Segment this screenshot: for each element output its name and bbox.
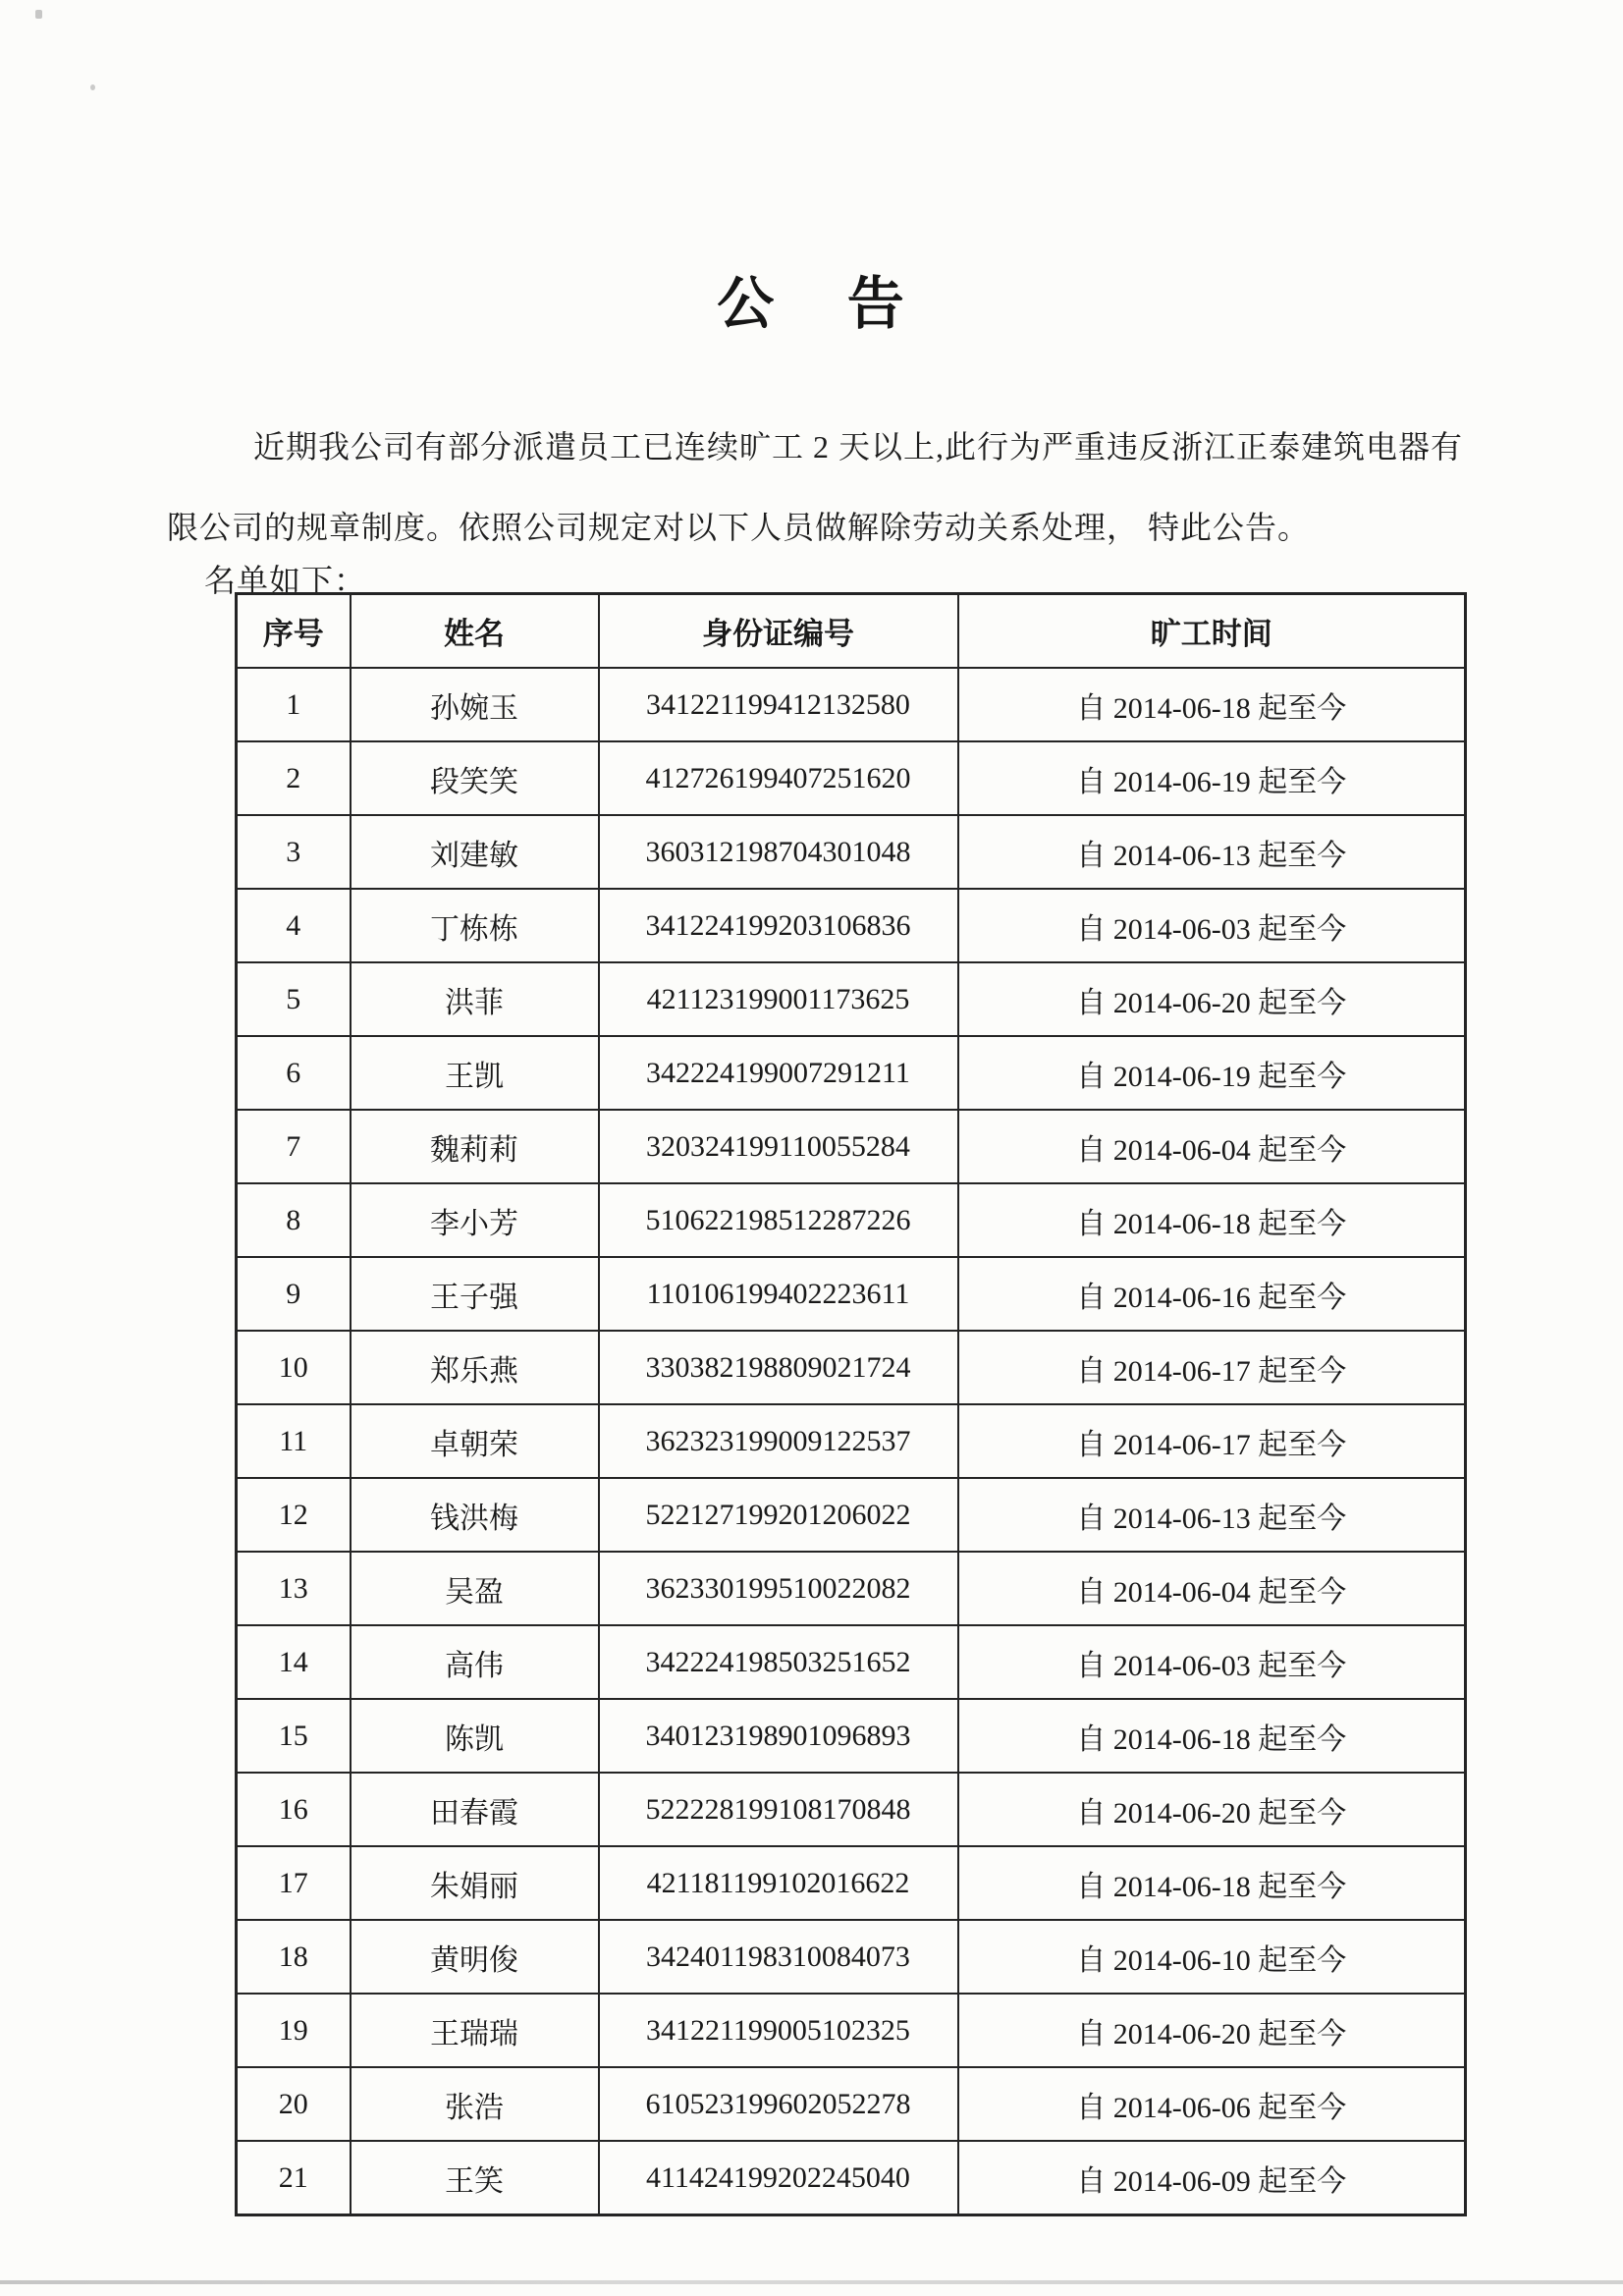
row-index-cell: 14	[237, 1625, 351, 1699]
row-index-cell: 9	[237, 1257, 351, 1331]
name-cell: 段笑笑	[351, 741, 599, 815]
name-cell: 朱娟丽	[351, 1846, 599, 1920]
row-index-cell: 1	[237, 668, 351, 741]
name-cell: 洪菲	[351, 962, 599, 1036]
id-number-cell: 341221199412132580	[599, 668, 958, 741]
name-cell: 张浩	[351, 2067, 599, 2141]
table-row	[237, 1183, 1466, 1257]
row-index-cell: 19	[237, 1994, 351, 2067]
table-row	[237, 815, 1466, 889]
dismissal-notice-table	[235, 592, 1467, 2216]
absence-period-cell: 自 2014-06-16 起至今	[958, 1257, 1466, 1331]
name-cell: 钱洪梅	[351, 1478, 599, 1552]
id-number-cell: 342401198310084073	[599, 1920, 958, 1994]
absence-period-cell: 自 2014-06-20 起至今	[958, 1773, 1466, 1846]
row-index-cell: 18	[237, 1920, 351, 1994]
id-number-cell: 342224198503251652	[599, 1625, 958, 1699]
header-name: 姓名	[351, 594, 599, 669]
id-number-cell: 360312198704301048	[599, 815, 958, 889]
row-index-cell: 20	[237, 2067, 351, 2141]
absence-period-cell: 自 2014-06-13 起至今	[958, 815, 1466, 889]
id-number-cell: 320324199110055284	[599, 1110, 958, 1183]
table-row	[237, 1625, 1466, 1699]
id-number-cell: 411424199202245040	[599, 2141, 958, 2215]
row-index-cell: 10	[237, 1331, 351, 1404]
id-number-cell: 342224199007291211	[599, 1036, 958, 1110]
header-row-index: 序号	[237, 594, 351, 669]
row-index-cell: 16	[237, 1773, 351, 1846]
row-index-cell: 3	[237, 815, 351, 889]
absence-period-cell: 自 2014-06-19 起至今	[958, 741, 1466, 815]
absence-period-cell: 自 2014-06-17 起至今	[958, 1331, 1466, 1404]
id-number-cell: 412726199407251620	[599, 741, 958, 815]
name-cell: 孙婉玉	[351, 668, 599, 741]
name-cell: 王子强	[351, 1257, 599, 1331]
table-row	[237, 1552, 1466, 1625]
name-cell: 王笑	[351, 2141, 599, 2215]
name-cell: 李小芳	[351, 1183, 599, 1257]
intro-paragraph-line-2: 限公司的规章制度。依照公司规定对以下人员做解除劳动关系处理， 特此公告。	[167, 510, 1311, 545]
name-cell: 王凯	[351, 1036, 599, 1110]
absence-period-cell: 自 2014-06-20 起至今	[958, 962, 1466, 1036]
table-row	[237, 2067, 1466, 2141]
absence-period-cell: 自 2014-06-06 起至今	[958, 2067, 1466, 2141]
absence-period-cell: 自 2014-06-18 起至今	[958, 668, 1466, 741]
absence-period-cell: 自 2014-06-03 起至今	[958, 889, 1466, 962]
id-number-cell: 610523199602052278	[599, 2067, 958, 2141]
id-number-cell: 522228199108170848	[599, 1773, 958, 1846]
row-index-cell: 2	[237, 741, 351, 815]
table-row	[237, 1110, 1466, 1183]
absence-period-cell: 自 2014-06-18 起至今	[958, 1183, 1466, 1257]
absence-period-cell: 自 2014-06-10 起至今	[958, 1920, 1466, 1994]
id-number-cell: 110106199402223611	[599, 1257, 958, 1331]
row-index-cell: 7	[237, 1110, 351, 1183]
row-index-cell: 6	[237, 1036, 351, 1110]
row-index-cell: 8	[237, 1183, 351, 1257]
table-row	[237, 889, 1466, 962]
scan-artifact-speck	[35, 10, 42, 19]
absence-period-cell: 自 2014-06-04 起至今	[958, 1552, 1466, 1625]
name-cell: 高伟	[351, 1625, 599, 1699]
name-cell: 刘建敏	[351, 815, 599, 889]
absence-period-cell: 自 2014-06-18 起至今	[958, 1846, 1466, 1920]
intro-paragraph-line-1: 近期我公司有部分派遣员工已连续旷工 2 天以上,此行为严重违反浙江正泰建筑电器有	[253, 429, 1464, 465]
scan-artifact-speck	[90, 84, 95, 90]
table-row	[237, 2141, 1466, 2215]
absence-period-cell: 自 2014-06-20 起至今	[958, 1994, 1466, 2067]
id-number-cell: 362323199009122537	[599, 1404, 958, 1478]
notice-table-body	[237, 668, 1466, 2215]
header-id-number: 身份证编号	[599, 594, 958, 669]
table-header-row	[237, 594, 1466, 669]
absence-period-cell: 自 2014-06-19 起至今	[958, 1036, 1466, 1110]
id-number-cell: 421123199001173625	[599, 962, 958, 1036]
id-number-cell: 341224199203106836	[599, 889, 958, 962]
table-row	[237, 1036, 1466, 1110]
row-index-cell: 11	[237, 1404, 351, 1478]
absence-period-cell: 自 2014-06-09 起至今	[958, 2141, 1466, 2215]
name-cell: 陈凯	[351, 1699, 599, 1773]
table-row	[237, 1920, 1466, 1994]
page-title: 公 告	[717, 272, 906, 336]
name-cell: 吴盈	[351, 1552, 599, 1625]
table-row	[237, 1773, 1466, 1846]
table-row	[237, 1994, 1466, 2067]
row-index-cell: 12	[237, 1478, 351, 1552]
name-cell: 卓朝荣	[351, 1404, 599, 1478]
id-number-cell: 362330199510022082	[599, 1552, 958, 1625]
header-absence-period: 旷工时间	[958, 594, 1466, 669]
id-number-cell: 522127199201206022	[599, 1478, 958, 1552]
table-row	[237, 741, 1466, 815]
row-index-cell: 13	[237, 1552, 351, 1625]
name-cell: 黄明俊	[351, 1920, 599, 1994]
row-index-cell: 17	[237, 1846, 351, 1920]
row-index-cell: 5	[237, 962, 351, 1036]
name-cell: 郑乐燕	[351, 1331, 599, 1404]
table-row	[237, 668, 1466, 741]
absence-period-cell: 自 2014-06-18 起至今	[958, 1699, 1466, 1773]
list-intro-label: 名单如下：	[204, 563, 367, 598]
name-cell: 魏莉莉	[351, 1110, 599, 1183]
name-cell: 田春霞	[351, 1773, 599, 1846]
row-index-cell: 4	[237, 889, 351, 962]
id-number-cell: 341221199005102325	[599, 1994, 958, 2067]
row-index-cell: 15	[237, 1699, 351, 1773]
table-row	[237, 1257, 1466, 1331]
table-row	[237, 1404, 1466, 1478]
table-row	[237, 1331, 1466, 1404]
id-number-cell: 330382198809021724	[599, 1331, 958, 1404]
table-row	[237, 1699, 1466, 1773]
table-row	[237, 1846, 1466, 1920]
absence-period-cell: 自 2014-06-04 起至今	[958, 1110, 1466, 1183]
name-cell: 王瑞瑞	[351, 1994, 599, 2067]
absence-period-cell: 自 2014-06-17 起至今	[958, 1404, 1466, 1478]
id-number-cell: 340123198901096893	[599, 1699, 958, 1773]
id-number-cell: 510622198512287226	[599, 1183, 958, 1257]
name-cell: 丁栋栋	[351, 889, 599, 962]
scan-edge-shadow	[0, 2280, 1623, 2284]
table-row	[237, 1478, 1466, 1552]
absence-period-cell: 自 2014-06-13 起至今	[958, 1478, 1466, 1552]
row-index-cell: 21	[237, 2141, 351, 2215]
table-row	[237, 962, 1466, 1036]
id-number-cell: 421181199102016622	[599, 1846, 958, 1920]
absence-period-cell: 自 2014-06-03 起至今	[958, 1625, 1466, 1699]
